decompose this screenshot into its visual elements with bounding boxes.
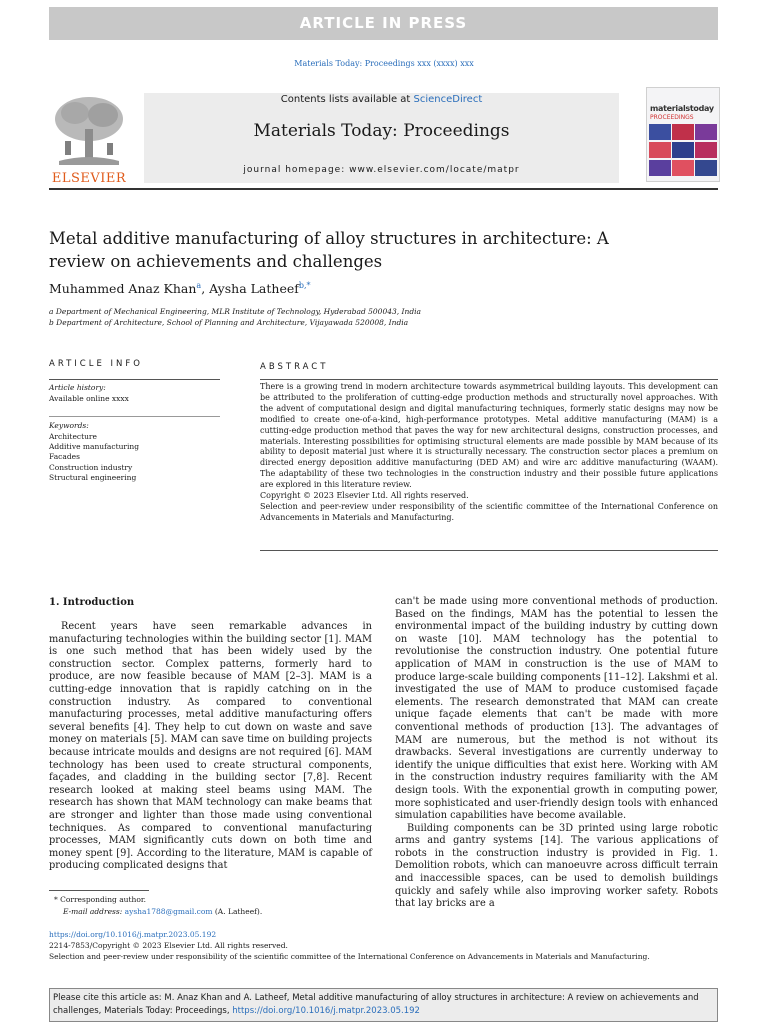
abstract-copyright: Copyright © 2023 Elsevier Ltd. All rights reserved. bbox=[260, 491, 469, 501]
history-value: Available online xxxx bbox=[49, 394, 129, 403]
keyword: Construction industry bbox=[49, 462, 133, 472]
article-in-press-banner: ARTICLE IN PRESS bbox=[49, 7, 718, 40]
corresponding-note: * Corresponding author. bbox=[54, 895, 147, 904]
email-link[interactable]: aysha1788@gmail.com bbox=[124, 907, 213, 916]
issn-copyright: 2214-7853/Copyright © 2023 Elsevier Ltd. All rights reserved. bbox=[49, 941, 288, 950]
journal-cover[interactable] bbox=[646, 87, 720, 182]
article-info-label: ARTICLE INFO bbox=[49, 359, 143, 369]
email-label: E-mail address: bbox=[63, 907, 125, 916]
author-1: Muhammed Anaz Khan bbox=[49, 281, 197, 297]
author-separator: , bbox=[201, 281, 210, 297]
affiliation-a: a Department of Mechanical Engineering, MLR Institute of Technology, Hyderabad 500043, India bbox=[49, 307, 421, 316]
history-rule bbox=[49, 416, 220, 417]
elsevier-logo[interactable] bbox=[49, 93, 129, 186]
email-note bbox=[63, 907, 262, 918]
contents-line bbox=[144, 94, 619, 105]
author-1-affil-link[interactable]: a bbox=[196, 281, 202, 290]
header-divider bbox=[49, 188, 718, 190]
contents-prefix: Contents lists available at bbox=[280, 94, 414, 105]
intro-paragraph-2: can't be made using more conventional methods of production. Based on the findings, MAM has the potential to lessen the environmental impact of the building industry by cutting down on waste [10]. MAM technology has the potential to revolutionise the construction industry. One potential future application of MAM in construction is the use of MAM to produce large-scale building components [11–12]. Lakshmi et al. investigated the use of MAM to produce customised façade elements. The research demonstrated that MAM can create unique façade elements that can't be made with more conventional methods of production [13]. The advantages of MAM are numerous, but the method is not without its drawbacks. Several investigations are currently underway to identify the unique difficulties that exist here. Working with AM in the construction industry requires familiarity with the AM design tools. With the exponential growth in computing power, more sophisticated and user-friendly design tools with enhanced simulation capabilities have become available. bbox=[395, 596, 718, 822]
author-list bbox=[49, 281, 311, 296]
footnote-rule bbox=[49, 890, 149, 891]
footer-peer-review: Selection and peer-review under responsibility of the scientific committee of the International Conference on Advancements in Materials and Manufacturing. bbox=[49, 952, 650, 961]
doi-link[interactable]: https://doi.org/10.1016/j.matpr.2023.05.192 bbox=[49, 930, 217, 939]
abstract-text: There is a growing trend in modern architecture towards asymmetrical building layouts. This development can be attributed to the proliferation of cutting-edge production methods and structurally novel approaches. With the advent of computational design and digital manufacturing techniques, formerly static designs may now be modified to create one-of-a-kind, high-performance prototypes. Metal additive manufacturing (MAM) is a cutting-edge production method that paves the way for new architectural designs, construction processes, and materials. Interesting possibilities for optimising structural elements are made possible by MAM because of its ability to deposit material just where it is structurally necessary. The construction sector places a premium on directed energy deposition additive manufacturing (DED AM) and wire arc additive manufacturing (WAAM). The adaptability of these two technologies in the construction industry and their possible future applications are explored in this literature review. bbox=[260, 382, 718, 490]
affiliation-b: b Department of Architecture, School of Planning and Architecture, Vijayawada 520008, India bbox=[49, 318, 409, 327]
keywords-label: Keywords: bbox=[49, 421, 89, 430]
email-suffix: (A. Latheef). bbox=[212, 907, 263, 916]
citation-notice bbox=[49, 988, 718, 1022]
tree-logo-icon bbox=[49, 93, 129, 165]
journal-title: Materials Today: Proceedings bbox=[253, 121, 510, 141]
cover-brand: materialstoday bbox=[650, 104, 714, 113]
cover-subtitle: PROCEEDINGS bbox=[650, 114, 694, 121]
keyword: Architecture bbox=[49, 432, 97, 441]
abstract-body bbox=[260, 382, 718, 524]
author-2-affil-link[interactable]: b,* bbox=[298, 281, 311, 290]
intro-paragraph-1: Recent years have seen remarkable advances in manufacturing technologies within the building sector [1]. MAM is one such method that has been widely used by the construction sector. Complex patterns, formerly hard to produce, are now feasible because of MAM [2–3]. MAM is a cutting-edge innovation that is rapidly catching on in the construction industry. As compared to conventional manufacturing processes, metal additive manufacturing offers several benefits [4]. They help to cut down on waste and save money on materials [5]. MAM can save time on building projects because intricate moulds and designs are not required [6]. MAM technology has been used to create structural components, façades, and cladding in the building sector [7,8]. Recent research looked at making steel beams using MAM. The research has shown that MAM technology can make beams that are stronger and lighter than those made using conventional techniques. As compared to conventional manufacturing processes, MAM significantly cuts down on both time and money spent [9]. According to the literature, MAM is capable of producing complicated designs that bbox=[49, 621, 372, 872]
article-info-rule bbox=[49, 379, 220, 380]
author-2: Aysha Latheef bbox=[209, 281, 299, 297]
abstract-label: ABSTRACT bbox=[260, 362, 329, 372]
keyword: Facades bbox=[49, 452, 80, 462]
citation-text: Please cite this article as: M. Anaz Khan and A. Latheef, Metal additive manufacturing of alloy structures in architecture: A review on achievements and challenges, Materials Today: Proceedings, bbox=[53, 993, 699, 1016]
keyword: Additive manufacturing bbox=[49, 442, 140, 452]
abstract-peer-review: Selection and peer-review under responsibility of the scientific committee of the International Conference on Advancements in Materials and Manufacturing. bbox=[260, 501, 718, 522]
body-column-left bbox=[49, 621, 372, 873]
keyword-list bbox=[49, 432, 139, 483]
body-column-right bbox=[395, 596, 718, 911]
intro-paragraph-3: Building components can be 3D printed using large robotic arms and gantry systems [14]. The various applications of robots in the construction industry is provided in Fig. 1. Demolition robots, which can manoeuvre across difficult terrain and inaccessible spaces, can be used to demolish buildings quickly and safely while also improving worker safety. Robots that lay bricks are a bbox=[395, 822, 718, 910]
cover-art-icon bbox=[649, 124, 717, 176]
citation-doi-link[interactable]: https://doi.org/10.1016/j.matpr.2023.05.192 bbox=[232, 1006, 420, 1016]
publisher-name: ELSEVIER bbox=[51, 171, 127, 186]
section-heading: 1. Introduction bbox=[49, 597, 135, 608]
abstract-bottom-rule bbox=[260, 550, 718, 551]
history-label: Article history: bbox=[49, 383, 106, 392]
journal-homepage[interactable]: journal homepage: www.elsevier.com/locate/matpr bbox=[243, 165, 520, 175]
journal-header bbox=[144, 93, 619, 183]
journal-reference-link[interactable]: Materials Today: Proceedings xxx (xxxx) xxx bbox=[294, 59, 474, 68]
abstract-top-rule bbox=[260, 379, 718, 380]
paper-title: Metal additive manufacturing of alloy structures in architecture: A review on achievements and challenges bbox=[49, 229, 609, 271]
keyword: Structural engineering bbox=[49, 472, 137, 482]
sciencedirect-link[interactable]: ScienceDirect bbox=[413, 94, 483, 105]
